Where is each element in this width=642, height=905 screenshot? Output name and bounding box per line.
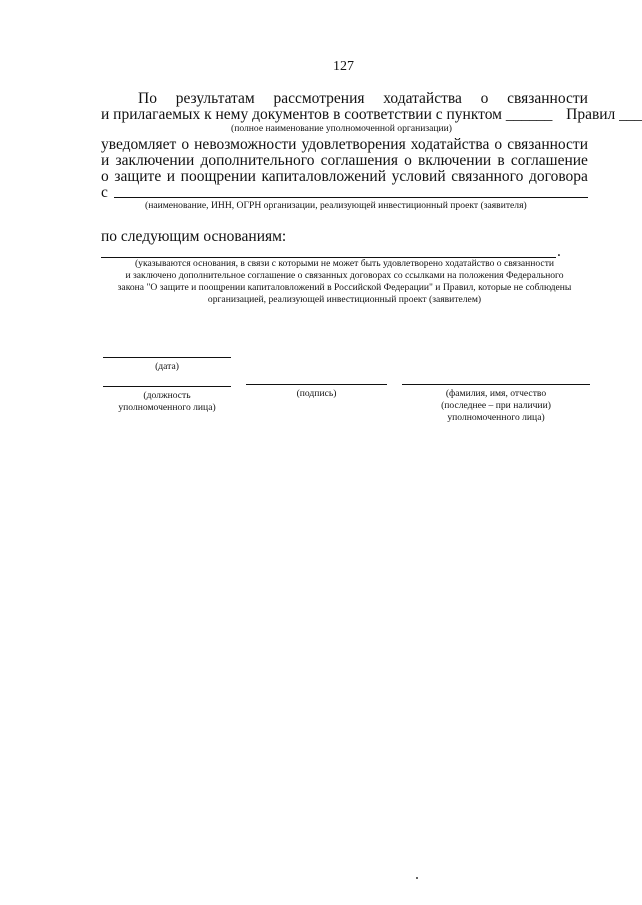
position-label-line-1: (должность [143,390,191,401]
full-name-line [402,384,590,385]
word: соглашения [320,152,398,169]
word: уведомляет [101,136,177,153]
word: о [404,152,412,169]
word: и [101,152,110,169]
grounds-hint-line-4: организацией, реализующей инвестиционный проект (заявителем) [207,294,482,305]
word: и [166,168,176,185]
word: связанного [451,168,524,185]
word: невозможности [194,136,297,153]
position-line [103,386,231,387]
grounds-line-end: . [557,243,561,260]
word: дополнительного [200,152,315,169]
word: результатам [175,90,255,107]
applicant-name-line [114,197,588,198]
grounds-hint-line-2: и заключено дополнительное соглашение о связанных договорах со ссылками на положения Федерального [125,270,564,281]
word: ходатайства [383,90,462,107]
blank-rules: ___ [619,106,642,123]
full-name-label-line-3: уполномоченного лица) [447,412,545,423]
word: соглашение [510,152,588,169]
signature-line [246,384,387,385]
position-label-line-2: уполномоченного лица) [118,402,216,413]
word: заключении [115,152,195,169]
grounds-label: по следующим основаниям: [101,228,287,245]
para1-line2 [101,106,642,124]
word: связанности [507,90,588,107]
grounds-hint-line-1: (указываются основания, в связи с которыми не может быть удовлетворено ходатайство о связанности [134,258,555,269]
word: о [494,136,503,153]
signature-label: (подпись) [296,388,337,399]
para2-line3 [101,168,588,186]
word: о [480,90,489,107]
applicant-hint: (наименование, ИНН, ОГРН организации, реализующей инвестиционный проект (заявителя) [145,200,527,211]
word: поощрении [180,168,256,185]
page-number: 127 [333,59,354,74]
word: рассмотрения [273,90,365,107]
word: договора [528,168,588,185]
full-name-label-line-1: (фамилия, имя, отчество [445,388,547,399]
word-pravil: Правил [566,106,616,123]
word: удовлетворения [301,136,406,153]
word: капиталовложений [261,168,387,185]
word: в [497,152,505,169]
organization-hint: (полное наименование уполномоченной организации) [231,123,453,134]
grounds-hint-line-3: закона "О защите и поощрении капиталовложений в Российской Федерации" и Правил, которые не соблюдены [117,282,572,293]
word: условий [391,168,446,185]
word: о [181,136,190,153]
word: связанности [507,136,588,153]
date-label: (дата) [155,361,179,372]
word: о [101,168,109,185]
word: включении [418,152,492,169]
para1-line2-text: и прилагаемых к нему документов в соответствии с пунктом [101,106,502,123]
word: защите [114,168,162,185]
word: ходатайства [410,136,490,153]
date-line [103,357,231,358]
word: По [138,90,157,107]
blank-point-number: ______ [505,106,553,123]
scan-speck [416,877,418,879]
full-name-label-line-2: (последнее – при наличии) [441,400,551,411]
para2-line4-prefix: с [101,184,108,201]
